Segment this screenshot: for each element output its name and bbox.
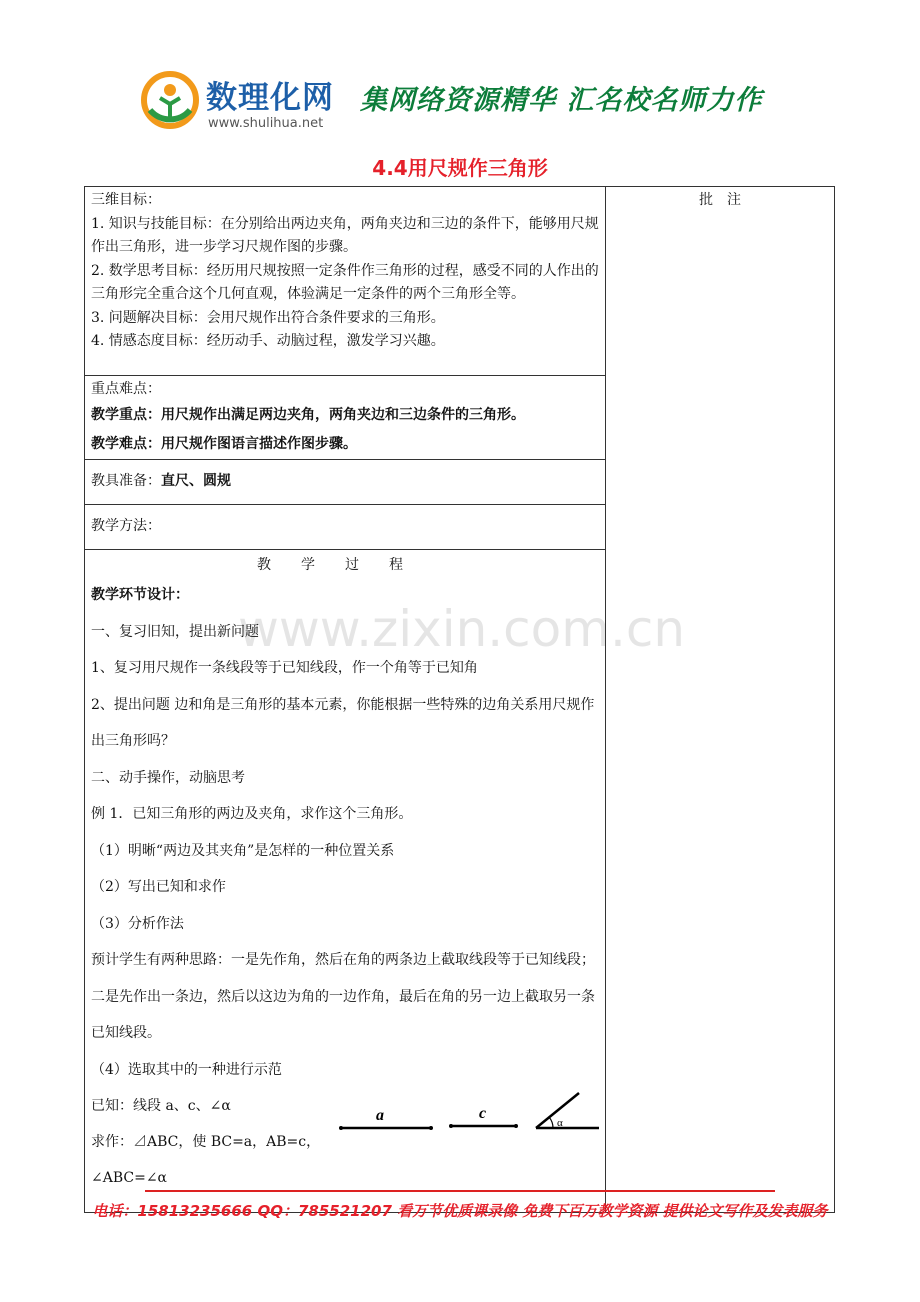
process-heading: 教学过程 — [257, 556, 433, 573]
process-line: 二、动手操作，动脑思考 — [91, 769, 245, 786]
notes-column — [606, 187, 835, 1213]
process-line: 一、复习旧知，提出新问题 — [91, 623, 259, 640]
footer-divider — [145, 1190, 775, 1192]
objective-item: 1. 知识与技能目标：在分别给出两边夹角，两角夹边和三边的条件下，能够用尺规作出三角形，进一步学习尺规作图的步骤。 — [91, 215, 599, 255]
process-line: （1）明晰“两边及其夹角”是怎样的一种位置关系 — [91, 842, 395, 859]
method-label: 教学方法： — [91, 517, 161, 534]
given-figure — [331, 1088, 601, 1148]
process-line: 预计学生有两种思路：一是先作角，然后在角的两条边上截取线段等于已知线段；二是先作出一条边，然后以这边为角的一边作角，最后在角的另一边上截取另一条已知线段。 — [91, 952, 595, 1041]
process-line: 例 1．已知三角形的两边及夹角，求作这个三角形。 — [91, 806, 413, 822]
segment-a-label: a — [376, 1107, 384, 1124]
design-label: 教学环节设计： — [91, 587, 189, 603]
given-text-block — [91, 1088, 321, 1196]
key-points-heading: 重点难点： — [91, 381, 161, 397]
tools-cell — [85, 459, 606, 504]
watermark: www.zixin.com.cn — [238, 600, 686, 658]
focus-text: 用尺规作出满足两边夹角，两角夹边和三边条件的三角形。 — [161, 406, 525, 423]
brand-url: www.shulihua.net — [208, 116, 324, 131]
process-line: （3）分析作法 — [91, 915, 184, 932]
logo-icon — [140, 70, 200, 130]
tools-value: 直尺、圆规 — [161, 472, 231, 489]
slogan: 集网络资源精华 汇名校名师力作 — [360, 85, 763, 116]
angle-arc — [549, 1117, 553, 1128]
page-title: 4.4用尺规作三角形 — [372, 156, 548, 180]
tools-label: 教具准备： — [91, 472, 161, 489]
focus-label: 教学重点： — [91, 406, 161, 423]
key-points-cell — [85, 376, 606, 460]
process-line: （2）写出已知和求作 — [91, 879, 226, 895]
difficulty-label: 教学难点： — [91, 436, 161, 452]
angle-alpha-label: α — [557, 1117, 563, 1129]
lesson-plan-table — [84, 186, 835, 1213]
method-cell — [85, 504, 606, 549]
process-line: （4）选取其中的一种进行示范 — [91, 1061, 282, 1078]
difficulty-text: 用尺规作图语言描述作图步骤。 — [161, 436, 357, 452]
objective-item: 2. 数学思考目标：经历用尺规按照一定条件作三角形的过程，感受不同的人作出的三角形完全重合这个几何直观，体验满足一定条件的两个三角形全等。 — [91, 262, 599, 302]
site-header — [140, 66, 780, 136]
construct-text: 求作：⊿ABC，使 BC=a，AB=c，∠ABC=∠α — [91, 1134, 321, 1186]
objective-item: 4. 情感态度目标：经历动手、动脑过程，激发学习兴趣。 — [91, 333, 445, 349]
focus-line — [91, 404, 599, 428]
objectives-cell — [85, 187, 606, 376]
process-cell — [85, 549, 606, 1213]
brand-name: 数理化网 — [206, 80, 334, 116]
objective-item: 3. 问题解决目标：会用尺规作出符合条件要求的三角形。 — [91, 309, 445, 326]
given-text: 已知：线段 a、c、∠α — [91, 1098, 231, 1114]
process-line: 1、复习用尺规作一条线段等于已知线段，作一个角等于已知角 — [91, 660, 478, 676]
segment-c-label: c — [479, 1105, 487, 1122]
objectives-heading: 三维目标： — [91, 192, 161, 208]
difficulty-line — [91, 433, 599, 457]
notes-header: 批 注 — [699, 192, 741, 208]
footer-contact: 电话：15813235666 QQ：785521207 看万节优质课录像 免费下百万教学资源 提供论文写作及发表服务 — [92, 1202, 828, 1220]
process-line: 2、提出问题 边和角是三角形的基本元素，你能根据一些特殊的边角关系用尺规作出三角形吗？ — [91, 696, 595, 749]
